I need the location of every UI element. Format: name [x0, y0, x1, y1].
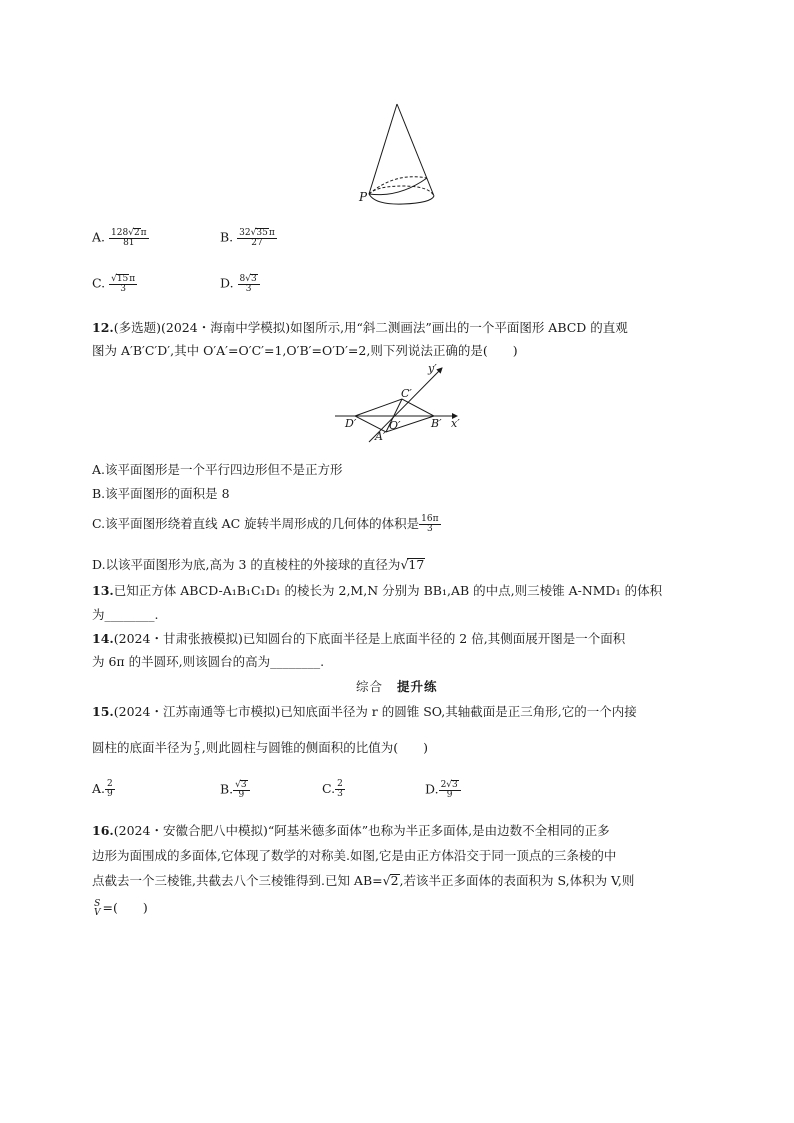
- q12-line1: [92, 318, 628, 336]
- q12-option-a[interactable]: A.该平面图形是一个平行四边形但不是正方形: [92, 462, 343, 477]
- label-c: C′: [401, 387, 412, 400]
- q12-option-c[interactable]: [92, 514, 441, 534]
- option-text: C.该平面图形绕着直线 AC 旋转半周形成的几何体的体积是: [92, 516, 420, 531]
- radicand: 17: [408, 557, 425, 572]
- section-heading-left: 综合: [356, 679, 384, 694]
- section-heading: [356, 677, 438, 695]
- section-heading-right: 提升练: [397, 679, 438, 694]
- label-b: B′: [431, 417, 442, 430]
- q15-line1: [92, 702, 637, 720]
- label-x: x′: [451, 417, 460, 430]
- option-letter: C.: [92, 275, 106, 291]
- q16-line4: S V =( ): [94, 898, 148, 918]
- q15-option-c[interactable]: C. $\frac{2}{3}$: [322, 779, 343, 799]
- cone-base-front: [369, 194, 434, 204]
- question-number: 12.: [92, 320, 114, 335]
- q13-line1: [92, 581, 662, 599]
- q11-option-c[interactable]: [92, 274, 137, 294]
- point-p-label: P: [359, 190, 368, 204]
- question-number: 13.: [92, 583, 114, 598]
- option-fraction: $\frac{√15\pi}{3}$: [111, 274, 136, 294]
- option-letter: A.: [92, 229, 106, 245]
- question-text: (2024・江苏南通等七市模拟)已知底面半径为 r 的圆锥 SO,其轴截面是正三角形,它的一个内接: [113, 704, 637, 719]
- option-fraction: $\frac{32√35\pi}{27}$: [239, 228, 275, 248]
- q15-option-d[interactable]: D. $\frac{2√3}{9}$: [425, 780, 461, 800]
- q13-line2: 为________.: [92, 607, 159, 622]
- q12-option-d[interactable]: D.以该平面图形为底,高为 3 的直棱柱的外接球的直径为√17: [92, 557, 425, 572]
- question-text: 已知正方体 ABCD-A₁B₁C₁D₁ 的棱长为 2,M,N 分别为 BB₁,AB 的中点,则三棱锥 A-NMD₁ 的体积: [113, 583, 663, 598]
- q15-option-b[interactable]: B. $\frac{√3}{9}$: [220, 780, 250, 800]
- q15-option-a[interactable]: A. $\frac{2}{9}$: [92, 779, 113, 799]
- q11-option-b[interactable]: [220, 228, 277, 248]
- option-fraction: $\frac{128√2\pi}{81}$: [111, 228, 147, 248]
- q11-option-d[interactable]: [220, 274, 260, 294]
- option-letter: D.: [220, 275, 234, 291]
- q11-option-a[interactable]: [92, 228, 149, 248]
- q14-line2: 为 6π 的半圆环,则该圆台的高为________.: [92, 654, 325, 669]
- option-text: D.以该平面图形为底,高为 3 的直棱柱的外接球的直径为: [92, 557, 401, 572]
- question-number: 16.: [92, 823, 114, 838]
- q16-line3: 点截去一个三棱锥,共截去八个三棱锥得到.已知 AB=√2,若该半正多面体的表面积为 S,体积为 V,则: [92, 873, 635, 888]
- option-fraction: $\frac{16\pi}{3}$: [421, 514, 439, 534]
- cone-figure: [355, 100, 445, 210]
- option-letter: B.: [220, 229, 234, 245]
- q12-option-b[interactable]: B.该平面图形的面积是 8: [92, 486, 230, 501]
- option-fraction: $\frac{8√3}{3}$: [238, 274, 260, 294]
- question-number: 14.: [92, 631, 114, 646]
- q15-line2: 圆柱的底面半径为 r 3 ,则此圆柱与圆锥的侧面积的比值为( ): [92, 738, 428, 758]
- question-text: (2024・安徽合肥八中模拟)“阿基米德多面体”也称为半正多面体,是由边数不全相同的正多: [113, 823, 610, 838]
- q16-line2: 边形为面围成的多面体,它体现了数学的对称美.如图,它是由正方体沿交于同一顶点的三条棱的中: [92, 848, 617, 863]
- cone-right-edge: [397, 104, 434, 196]
- question-text: (2024・甘肃张掖模拟)已知圆台的下底面半径是上底面半径的 2 倍,其侧面展开图是一个面积: [113, 631, 626, 646]
- label-d: D′: [345, 417, 357, 430]
- radius-fraction: r 3: [194, 738, 200, 758]
- label-y: y′: [428, 362, 437, 375]
- question-number: 15.: [92, 704, 114, 719]
- question-text: (多选题)(2024・海南中学模拟)如图所示,用“斜二测画法”画出的一个平面图形 ABCD 的直观: [113, 320, 628, 335]
- q14-line1: [92, 629, 625, 647]
- cone-section-curve: [369, 177, 427, 194]
- q16-line1: [92, 821, 610, 839]
- q12-line2: 图为 A′B′C′D′,其中 O′A′=O′C′=1,O′B′=O′D′=2,则下列说法正确的是( ): [92, 343, 518, 358]
- s-over-v-fraction: S V: [94, 898, 101, 918]
- label-o: O′: [389, 419, 401, 432]
- label-a: A′: [375, 430, 386, 443]
